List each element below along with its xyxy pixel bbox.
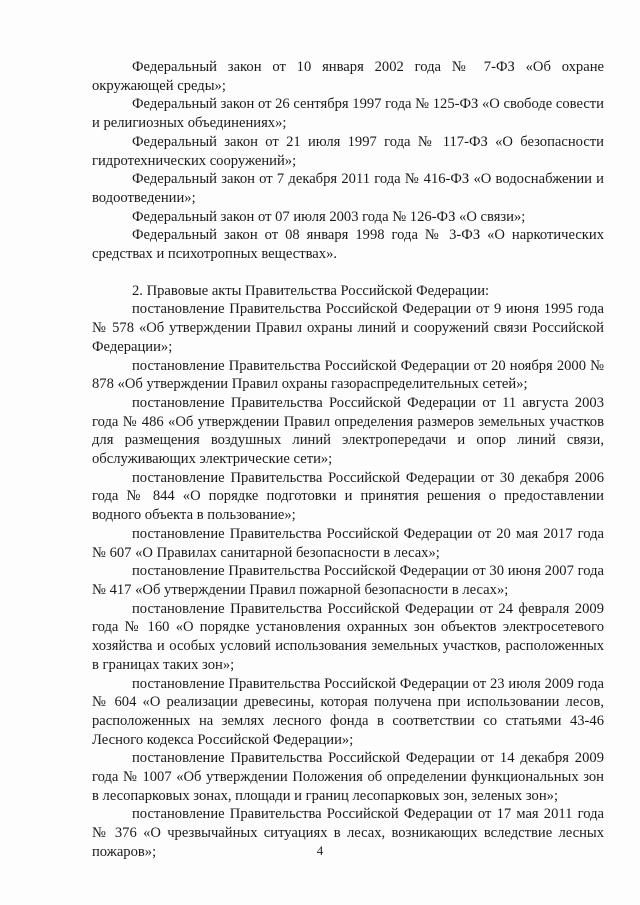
act-paragraph: постановление Правительства Российской Федерации от 30 декабря 2006 года № 844 «О порядке подготовки и принятия решения о предоставлении водного объекта в пользование»; <box>92 469 604 524</box>
act-paragraph: постановление Правительства Российской Федерации от 11 августа 2003 года № 486 «Об утверждении Правил определения размеров земельных участков для размещения воздушных линий электропередачи и опор линий связи, обслуживающих электрические сети»; <box>92 394 604 468</box>
act-paragraph: постановление Правительства Российской Федерации от 30 июня 2007 года № 417 «Об утверждении Правил пожарной безопасности в лесах»; <box>92 563 604 598</box>
page-number: 4 <box>316 843 324 858</box>
act-paragraph: постановление Правительства Российской Федерации от 24 февраля 2009 года № 160 «О порядке установления охранных зон объектов электросетевого хозяйства и особых условий использования земельных участков, расположенных в границах таких зон»; <box>92 600 604 673</box>
law-paragraph: Федеральный закон от 07 июля 2003 года № 126-ФЗ «О связи»; <box>132 208 526 225</box>
act-paragraph: постановление Правительства Российской Федерации от 17 мая 2011 года № 376 «О чрезвычайных ситуациях в лесах, возникающих вследствие лесных пожаров»; <box>92 806 604 860</box>
law-paragraph: Федеральный закон от 21 июля 1997 года № 117-ФЗ «О безопасности гидротехнических сооружений»; <box>92 133 604 169</box>
document-body <box>92 58 604 862</box>
section-heading: 2. Правовые акты Правительства Российской Федерации: <box>132 282 490 299</box>
act-paragraph: постановление Правительства Российской Федерации от 9 июня 1995 года № 578 «Об утверждении Правил охраны линий и сооружений связи Российской Федерации»; <box>92 301 604 355</box>
act-paragraph: постановление Правительства Российской Федерации от 14 декабря 2009 года № 1007 «Об утверждении Положения об определении функциональных зон в лесопарковых зонах, площади и границ лесопарковых зон, зеленых зон»; <box>92 750 604 804</box>
law-paragraph: Федеральный закон от 10 января 2002 года № 7-ФЗ «Об охране окружающей среды»; <box>92 59 604 94</box>
law-paragraph: Федеральный закон от 26 сентября 1997 года № 125-ФЗ «О свободе совести и религиозных объединениях»; <box>92 96 604 132</box>
section-gap <box>92 264 604 282</box>
act-paragraph: постановление Правительства Российской Федерации от 20 мая 2017 года № 607 «О Правилах санитарной безопасности в лесах»; <box>92 525 604 561</box>
act-paragraph: постановление Правительства Российской Федерации от 20 ноября 2000 № 878 «Об утверждении Правил охраны газораспределительных сетей»; <box>92 357 604 393</box>
law-paragraph: Федеральный закон от 7 декабря 2011 года № 416-ФЗ «О водоснабжении и водоотведении»; <box>92 171 604 206</box>
act-paragraph: постановление Правительства Российской Федерации от 23 июля 2009 года № 604 «О реализации древесины, которая получена при использовании лесов, расположенных на землях лесного фонда в соответствии со статьями 43-46 Лесного кодекса Российской Федерации»; <box>92 675 604 748</box>
law-paragraph: Федеральный закон от 08 января 1998 года № 3-ФЗ «О наркотических средствах и психотропных веществах». <box>92 227 604 263</box>
